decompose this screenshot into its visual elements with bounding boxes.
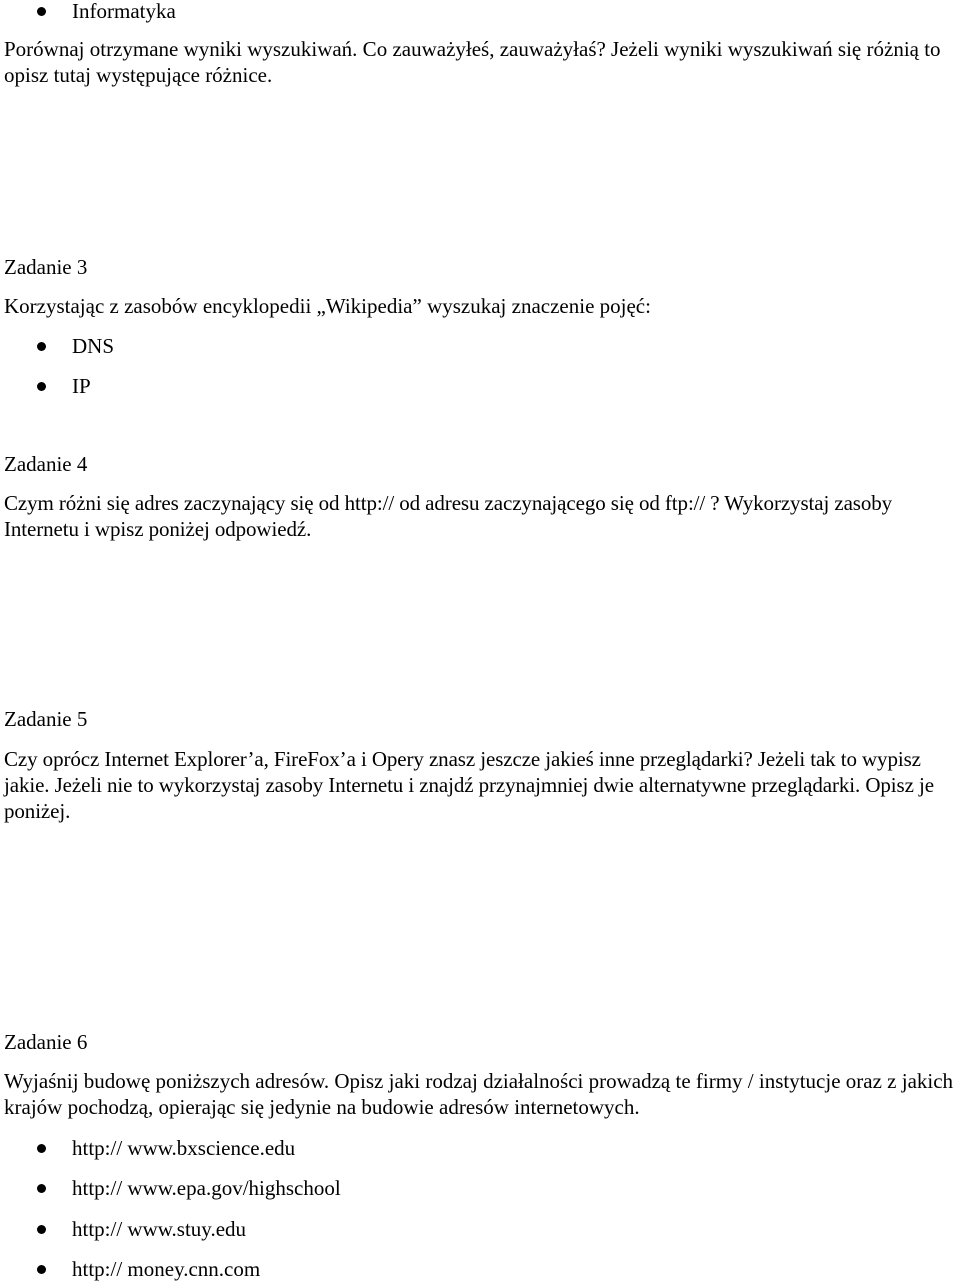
task3-paragraph: Korzystając z zasobów encyklopedii „Wikipedia” wyszukaj znaczenie pojęć: <box>4 294 651 318</box>
bullet-icon <box>37 1225 46 1234</box>
bullet-icon <box>37 7 46 16</box>
bullet-icon <box>37 1265 46 1274</box>
bullet-icon <box>37 342 46 351</box>
task6-paragraph: Wyjaśnij budowę poniższych adresów. Opisz jaki rodzaj działalności prowadzą te firmy / instytucje oraz z jakich krajów pochodzą, opierając się jedynie na budowie adresów internetowych. <box>4 1069 954 1119</box>
bullet-icon <box>37 1144 46 1153</box>
list-item-label: IP <box>72 374 91 398</box>
intro-paragraph: Porównaj otrzymane wyniki wyszukiwań. Co zauważyłeś, zauważyłaś? Jeżeli wyniki wyszukiwań się różnią to opisz tutaj występujące różnice. <box>4 37 941 87</box>
task3-heading: Zadanie 3 <box>4 255 88 279</box>
bullet-icon <box>37 382 46 391</box>
list-item-label: http:// money.cnn.com <box>72 1257 261 1281</box>
list-item-label: Informatyka <box>72 0 176 23</box>
task5-paragraph: Czy oprócz Internet Explorer’a, FireFox’a i Opery znasz jeszcze jakieś inne przeglądarki? Jeżeli tak to wypisz jakie. Jeżeli nie to wykorzystaj zasoby Internetu i znajdź przynajmniej dwie alternatywne przeglądarki. Opisz je poniżej. <box>4 747 934 823</box>
list-item-label: DNS <box>72 334 115 358</box>
task5-heading: Zadanie 5 <box>4 707 88 731</box>
bullet-icon <box>37 1184 46 1193</box>
task6-heading: Zadanie 6 <box>4 1030 88 1054</box>
task4-paragraph: Czym różni się adres zaczynający się od http:// od adresu zaczynającego się od ftp:// ? Wykorzystaj zasoby Internetu i wpisz poniżej odpowiedź. <box>4 491 893 541</box>
list-item-label: http:// www.bxscience.edu <box>72 1136 296 1160</box>
task4-heading: Zadanie 4 <box>4 452 88 476</box>
list-item-label: http:// www.epa.gov/highschool <box>72 1176 341 1200</box>
list-item-label: http:// www.stuy.edu <box>72 1217 247 1241</box>
